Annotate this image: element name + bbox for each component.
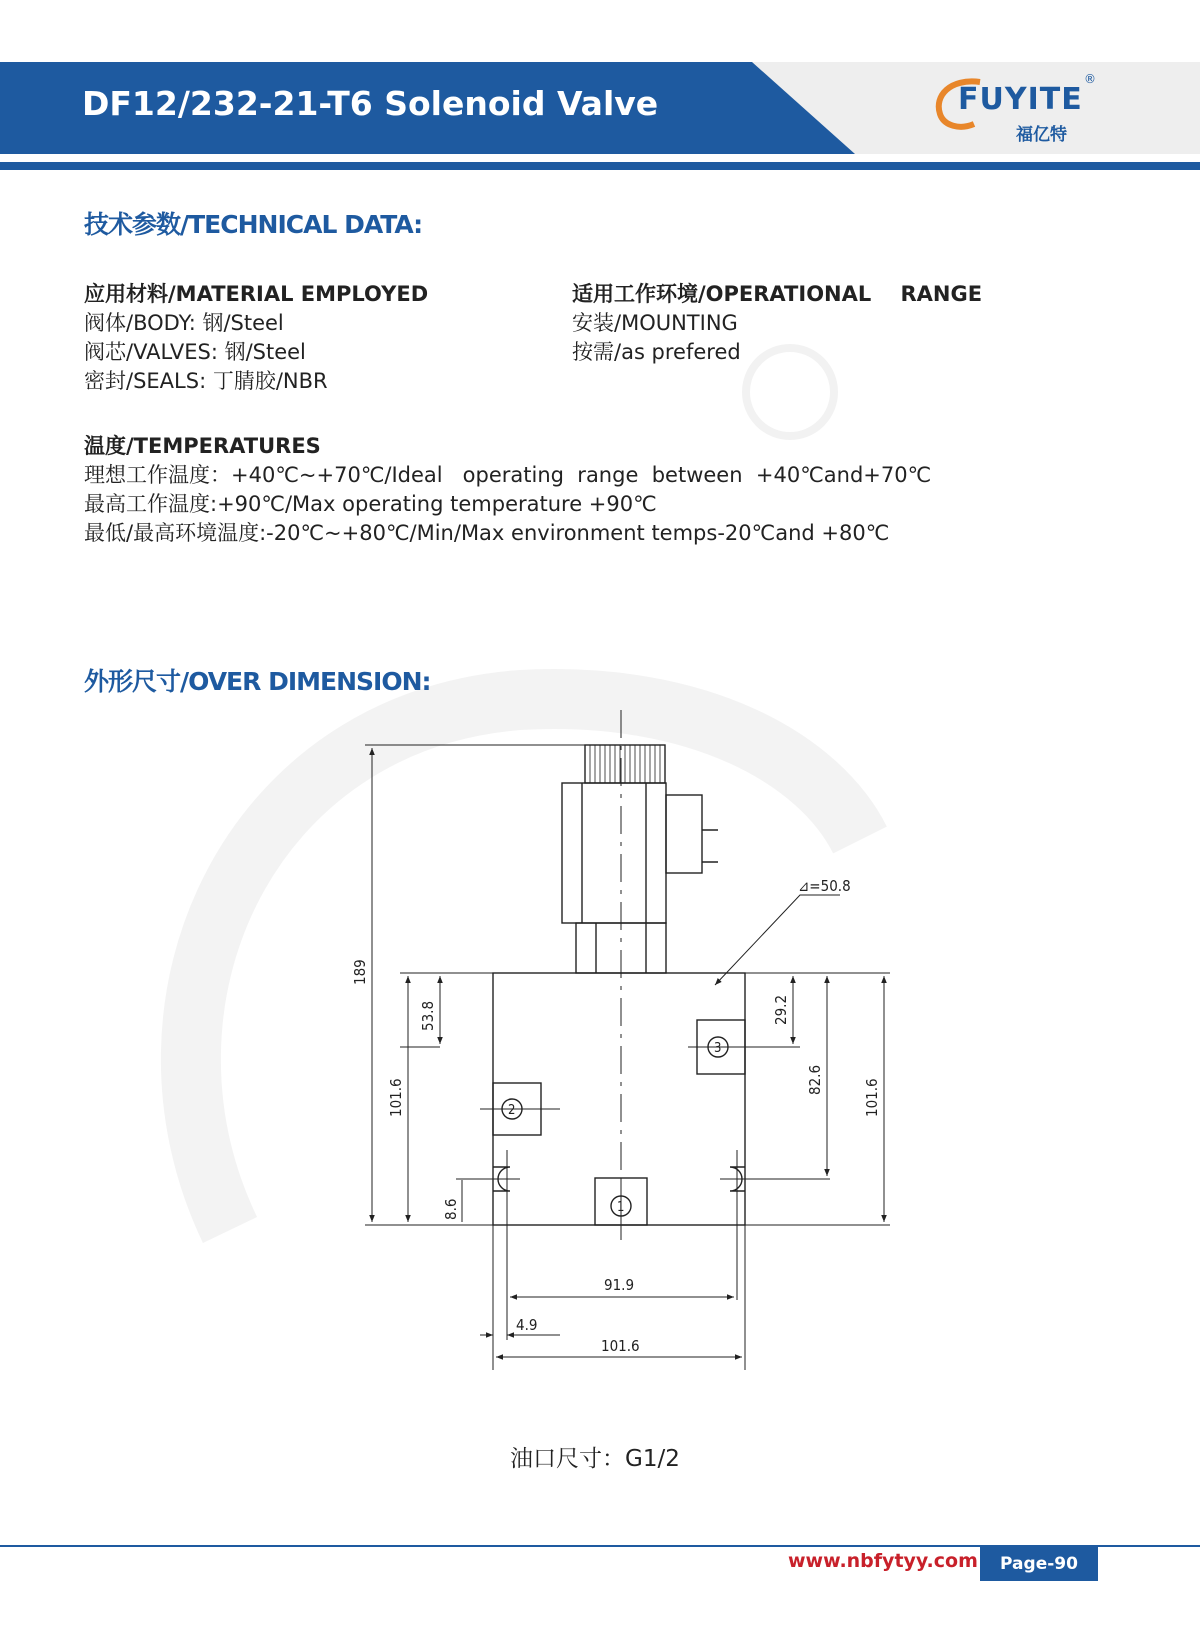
operational-line: 安装/MOUNTING: [572, 311, 738, 335]
valve-body: [493, 973, 745, 1225]
material-line: 阀体/BODY: 钢/Steel: [84, 311, 284, 335]
leader-50-8: [715, 895, 840, 985]
material-line: 阀芯/VALVES: 钢/Steel: [84, 340, 306, 364]
dim-label-8-6: 8.6: [442, 1198, 460, 1220]
port-1-label: 1: [617, 1200, 625, 1215]
temperature-line: 最高工作温度:+90℃/Max operating temperature +90℃: [84, 492, 657, 516]
port-size-note: 油口尺寸：G1/2: [510, 1446, 680, 1472]
material-heading: 应用材料/MATERIAL EMPLOYED: [84, 282, 429, 306]
temperature-line: 最低/最高环境温度:-20℃~+80℃/Min/Max environment temps-20℃and +80℃: [84, 521, 890, 545]
dim-label-29-2: 29.2: [772, 994, 790, 1025]
temperature-heading: 温度/TEMPERATURES: [84, 434, 321, 458]
dim-label-101-6-right: 101.6: [863, 1078, 881, 1117]
coil-connector: [666, 795, 702, 873]
operational-heading: 适用工作环境/OPERATIONAL RANGE: [572, 282, 983, 306]
port-3-label: 3: [714, 1041, 722, 1056]
registered-mark: ®: [1084, 72, 1096, 86]
logo-wordmark: FUYITE: [958, 82, 1083, 117]
footer-url[interactable]: www.nbfytyy.com: [788, 1550, 978, 1572]
technical-data-heading: 技术参数/TECHNICAL DATA:: [84, 210, 423, 239]
dim-label-189: 189: [351, 959, 369, 985]
page-number-badge: Page-90: [980, 1547, 1098, 1581]
dim-label-50-8: ⊿=50.8: [798, 877, 851, 895]
material-line: 密封/SEALS: 丁腈胶/NBR: [84, 369, 328, 393]
temperature-line: 理想工作温度：+40℃~+70℃/Ideal operating range between +40℃and+70℃: [84, 463, 932, 487]
dim-label-53-8: 53.8: [419, 1000, 437, 1031]
dim-label-91-9: 91.9: [604, 1276, 635, 1294]
page-title: DF12/232-21-T6 Solenoid Valve: [82, 84, 659, 123]
operational-line: 按需/as prefered: [572, 340, 741, 364]
logo-chinese-name: 福亿特: [1016, 125, 1067, 145]
coil-body: [562, 783, 666, 923]
dim-label-101-6-bottom: 101.6: [601, 1337, 640, 1355]
dimension-heading: 外形尺寸/OVER DIMENSION:: [84, 667, 431, 696]
dim-label-4-9: 4.9: [516, 1316, 538, 1334]
dim-label-101-6-left: 101.6: [387, 1078, 405, 1117]
port-2-label: 2: [508, 1103, 516, 1118]
dim-label-82-6: 82.6: [806, 1064, 824, 1095]
